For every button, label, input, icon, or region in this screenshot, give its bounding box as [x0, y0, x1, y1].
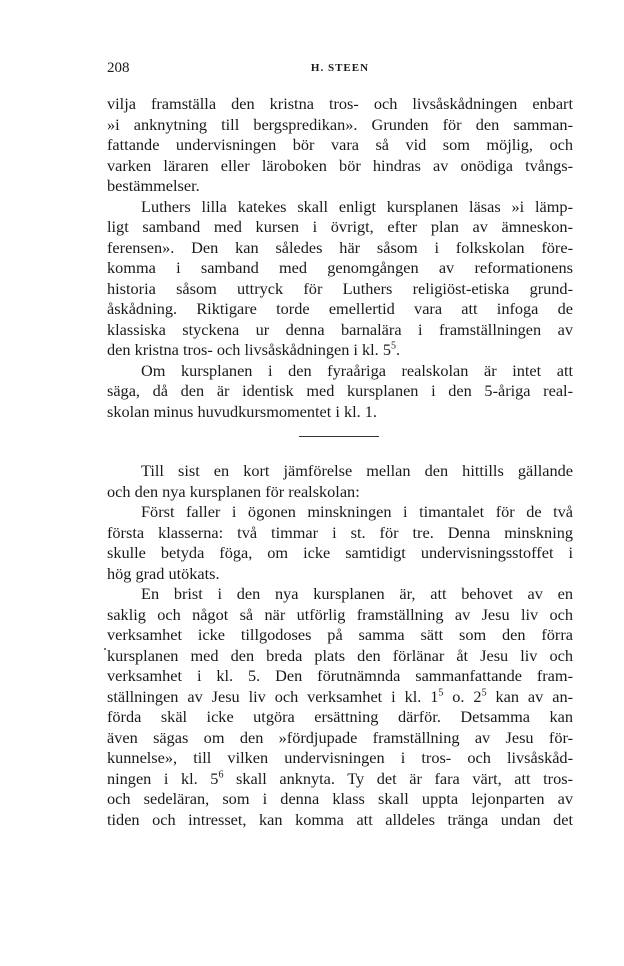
text-line: ligt samband med kursen i övrigt, efter plan av ämneskon-	[107, 217, 573, 236]
text-line: ferensen». Den kan således här såsom i folkskolan före-	[107, 237, 573, 257]
text-line: fattande undervisningen bör vara så vid som möjlig, och	[107, 135, 573, 154]
text: kan av an-	[486, 686, 574, 706]
text-line: och sedeläran, som i denna klass skall uppta lejonparten av	[107, 789, 573, 808]
text-line: En brist i den nya kursplanen är, att behovet av en	[141, 584, 573, 603]
footnote-ref: 5	[390, 340, 396, 352]
text-line-with-footnote	[107, 687, 573, 708]
text-line: tiden och intresset, kan komma att alldeles tränga undan det	[107, 809, 573, 829]
text-line: första klasserna: två timmar i st. för tre. Denna minskning	[107, 522, 573, 542]
text-line: »i anknytning till bergspredikan». Grunden för den samman-	[107, 114, 573, 134]
text-line: saklig och något så när utförlig framställning av Jesu liv och	[107, 604, 573, 624]
text: skall anknyta. Ty det är fara värt, att tros-	[223, 768, 574, 788]
text: den kristna tros- och livsåskådningen i kl. 5	[107, 340, 391, 359]
text-line: och den nya kursplanen för realskolan:	[107, 481, 360, 501]
text-line: hög grad utökats.	[107, 563, 220, 583]
text: ningen i kl. 5	[107, 768, 219, 788]
text-line: kunnelse», till vilken undervisningen i tros- och livsåskåd-	[107, 748, 573, 767]
text-line: Till sist en kort jämförelse mellan den hittills gällande	[141, 461, 573, 480]
text-line: Luthers lilla katekes skall enligt kursplanen läsas »i lämp-	[141, 196, 573, 216]
running-head: H. STEEN	[310, 62, 370, 74]
text-line: skolan minus huvudkursmomentet i kl. 1.	[107, 401, 377, 421]
section-2-text	[107, 461, 573, 830]
footnote-ref: 5	[481, 687, 487, 699]
page-header	[107, 60, 573, 80]
text-line: klassiska styckena ur denna barnalära i framställningen av	[107, 319, 573, 339]
text-line-with-footnote	[107, 340, 573, 361]
text-line: Om kursplanen i den fyraåriga realskolan är intet att	[141, 360, 573, 380]
text-line: skulle betyda föga, om icke samtidigt undervisningsstoffet i	[107, 543, 573, 562]
text-line-with-footnote	[107, 769, 573, 790]
text-line: åskådning. Riktigare torde emellertid vara att infoga de	[107, 299, 573, 318]
margin-mark	[104, 648, 106, 650]
text-line: komma i samband med genomgången av reformationens	[107, 258, 573, 277]
text: .	[395, 340, 401, 359]
text-line: varken läraren eller läroboken bör hindras av onödiga tvångs-	[107, 155, 573, 175]
text-line: vilja framställa den kristna tros- och livsåskådningen enbart	[107, 94, 573, 113]
text: o. 2	[443, 686, 482, 706]
footnote-ref: 6	[218, 769, 224, 781]
text-line: även sägas om den »fördjupade framställning av Jesu för-	[107, 727, 573, 747]
text-line: verksamhet i kl. 5. Den förutnämnda sammanfattande fram-	[107, 666, 573, 685]
page-number: 208	[107, 60, 130, 76]
text-line: historia såsom uttryck för Luthers religiöst-etiska grund-	[107, 278, 573, 298]
text-line: verksamhet icke tillgodoses på samma sätt som den förra	[107, 625, 573, 644]
text: ställningen av Jesu liv och verksamhet i kl. 1	[107, 686, 439, 706]
text-line: Först faller i ögonen minskningen i timantalet för de två	[141, 502, 573, 521]
text-line: kursplanen med den breda plats den förlänar åt Jesu liv och	[107, 645, 573, 665]
text-line: säga, då den är identisk med kursplanen i den 5-åriga real-	[107, 381, 573, 400]
footnote-ref: 5	[438, 687, 444, 699]
text-line: bestämmelser.	[107, 176, 200, 195]
section-1-text	[107, 94, 573, 422]
section-divider	[299, 436, 379, 437]
text-line: förda skäl icke utgöra ersättning därför. Detsamma kan	[107, 707, 573, 726]
